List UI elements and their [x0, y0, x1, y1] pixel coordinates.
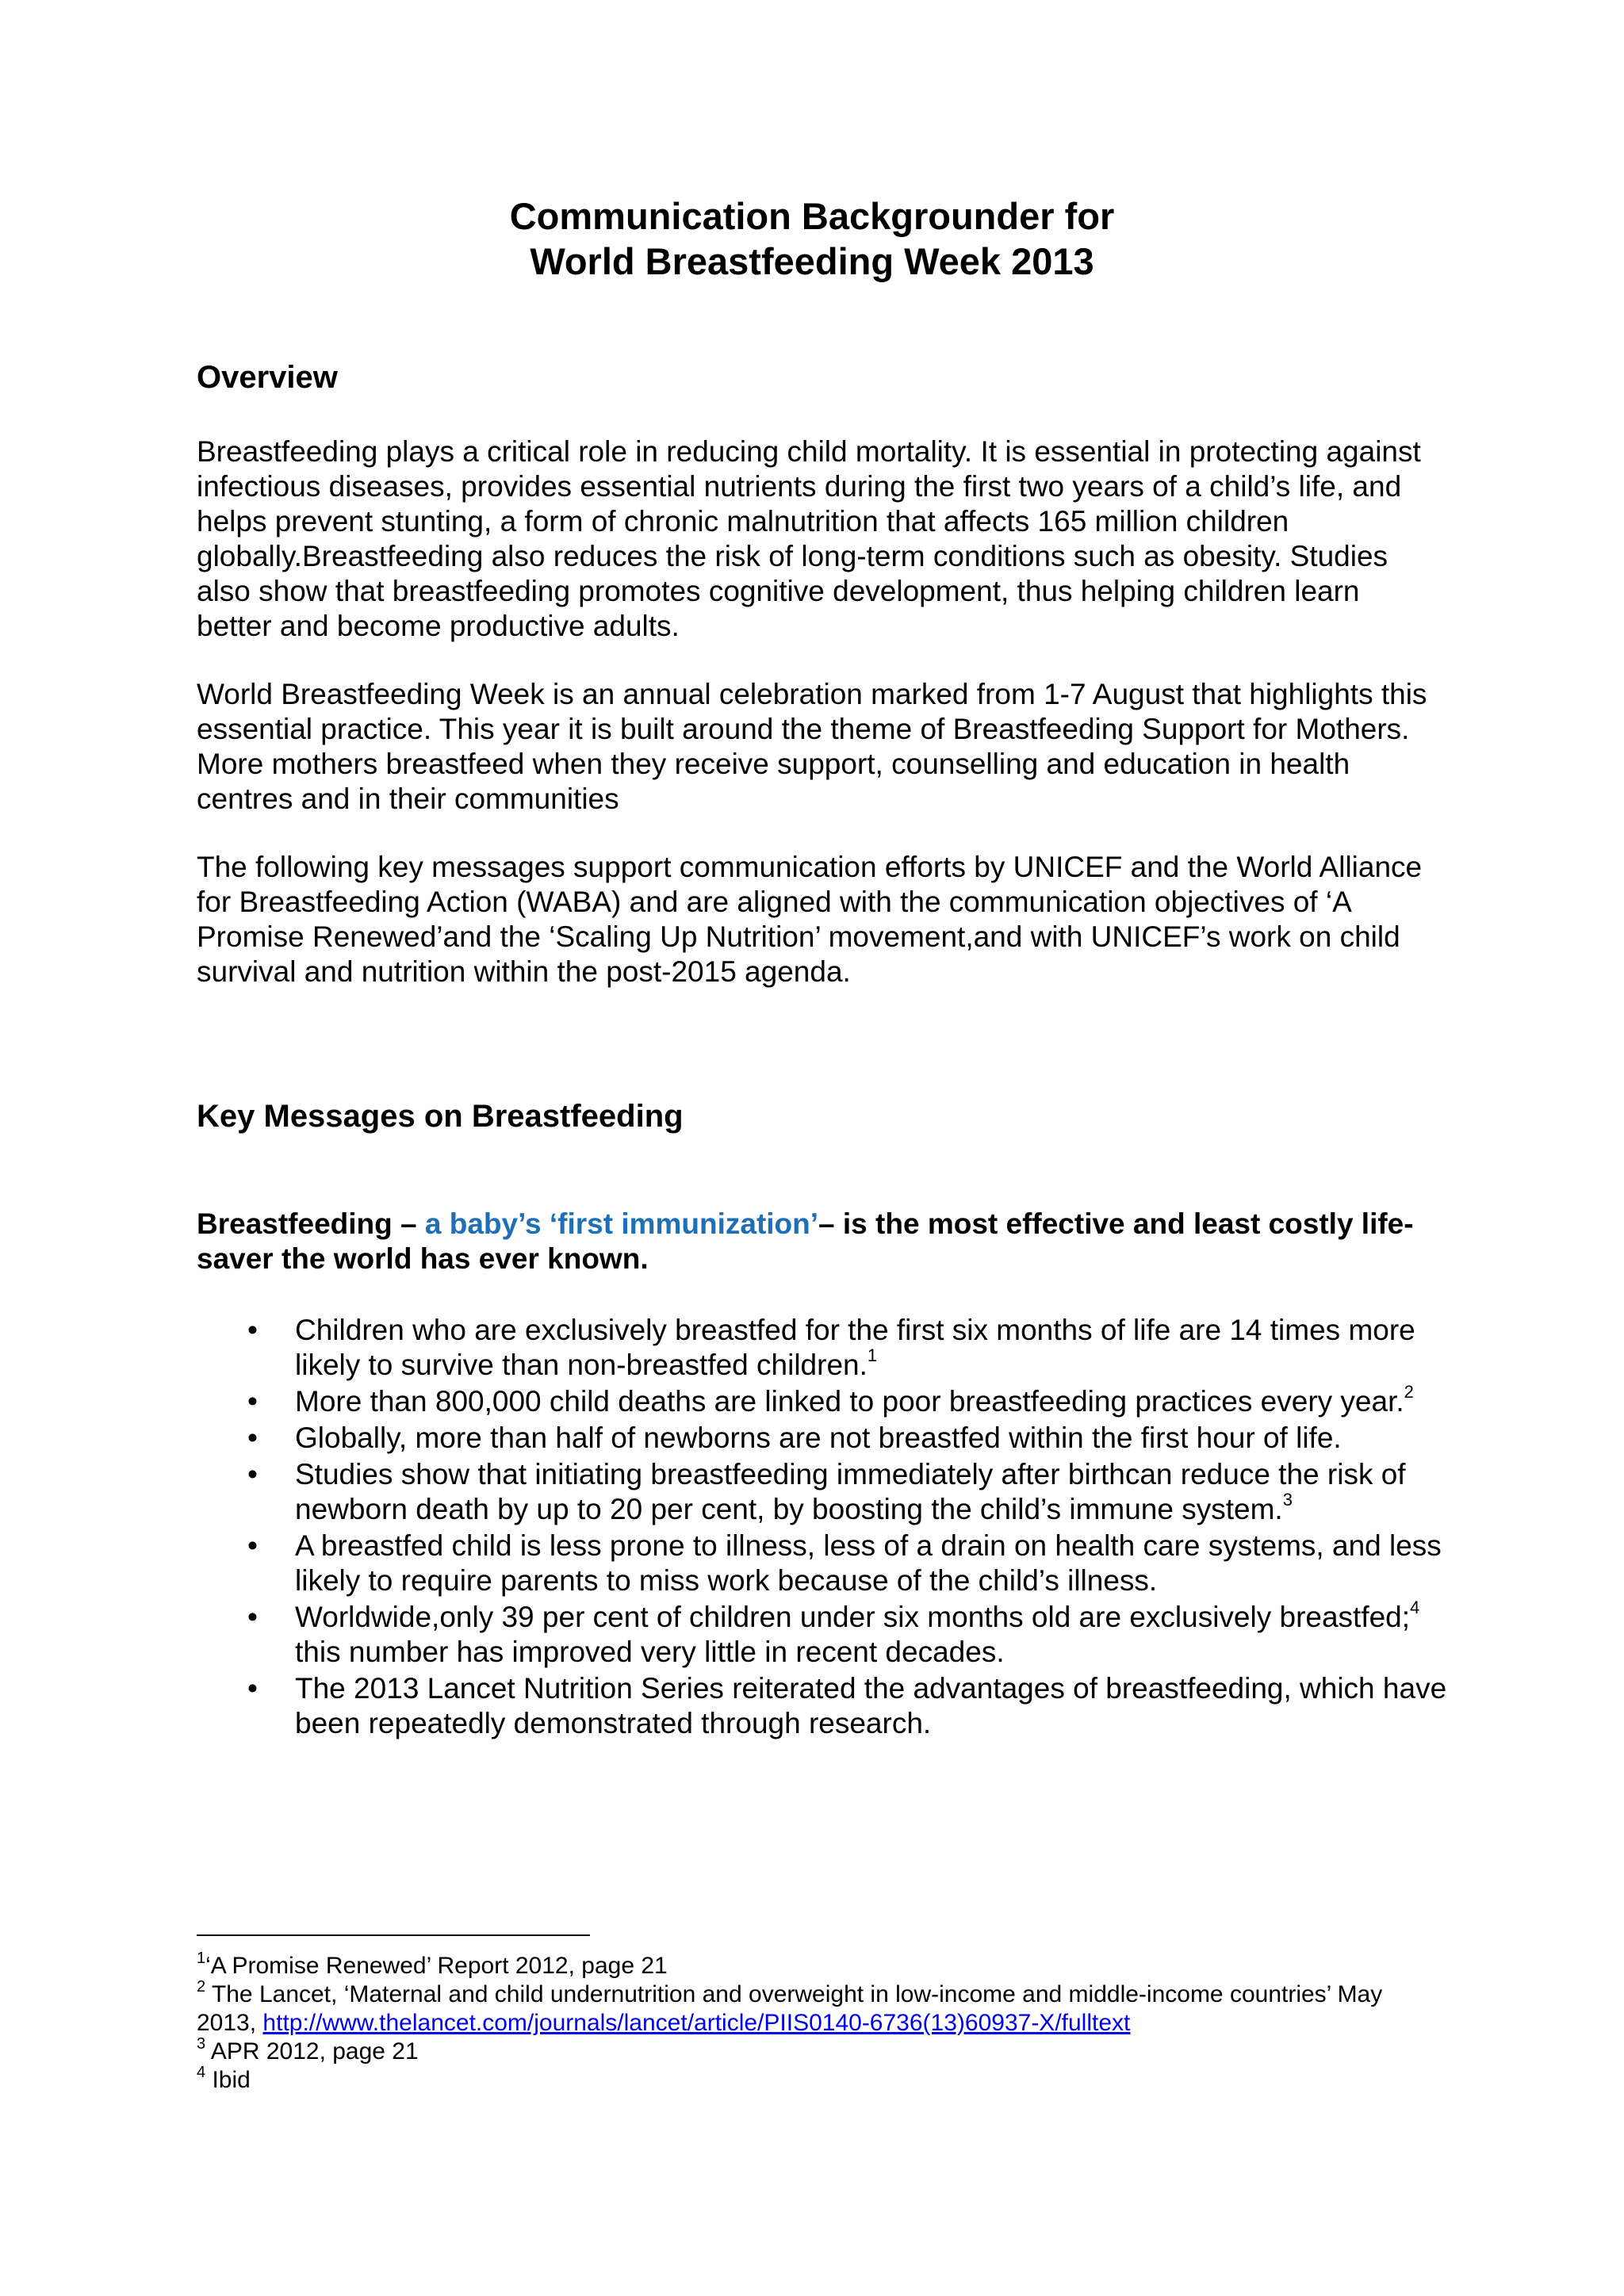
list-item [197, 1671, 1465, 1741]
list-item [197, 1597, 1465, 1670]
list-item [197, 1313, 1465, 1383]
footnote-ref: 3 [1282, 1489, 1293, 1510]
title-line-2: World Breastfeeding Week 2013 [530, 240, 1094, 282]
footnote-ref: 1 [867, 1345, 878, 1365]
list-item-text: The 2013 Lancet Nutrition Series reiterated the advantages of breastfeeding, which have been repeatedly demonstrated through research. [295, 1672, 1447, 1739]
footnote-number: 3 [197, 2035, 206, 2053]
list-item [197, 1421, 1465, 1456]
bullet-glyph: • [247, 1672, 258, 1705]
footnote-text: Ibid [205, 2067, 251, 2093]
list-item [197, 1457, 1465, 1527]
list-item-text: Globally, more than half of newborns are not breastfed within the first hour of life. [295, 1422, 1342, 1454]
bullet-glyph: • [247, 1529, 258, 1562]
footnote-text: APR 2012, page 21 [205, 2038, 419, 2064]
footnote-4 [197, 2066, 1434, 2095]
key-messages-heading: Key Messages on Breastfeeding [197, 1099, 684, 1134]
footnote-number: 4 [197, 2064, 206, 2081]
list-item-text: A breastfed child is less prone to illness, less of a drain on health care systems, and less likely to require parents to miss work because of the child’s illness. [295, 1529, 1442, 1597]
lead-part-2: – is the most effective and least costly life-saver the world has ever known. [197, 1207, 1414, 1275]
lead-part-1: Breastfeeding – [197, 1207, 425, 1240]
footnote-number: 2 [197, 1978, 206, 1996]
bullet-glyph: • [247, 1385, 258, 1418]
overview-paragraph-3: The following key messages support communication efforts by UNICEF and the World Alliance for Breastfeeding Action (WABA) and are aligned with the communication objectives of ‘A Promise Renewed’and the ‘Scaling Up Nutrition’ movement,and with UNICEF’s work on child survival and nutrition within the post-2015 agenda. [197, 851, 1423, 988]
key-messages-list [197, 1313, 1465, 1743]
bullet-glyph: • [247, 1458, 258, 1490]
list-item-text: Children who are exclusively breastfed for the first six months of life are 14 times more likely to survive than non-breastfed children. [295, 1314, 1415, 1381]
overview-paragraph-1: Breastfeeding plays a critical role in reducing child mortality. It is essential in protecting against infectious diseases, provides essential nutrients during the first two years of a child’s life, and helps prevent stunting, a form of chronic malnutrition that affects 165 million children globally.Breastfeeding also reduces the risk of long-term conditions such as obesity. Studies also show that breastfeeding promotes cognitive development, thus helping children learn better and become productive adults. [197, 435, 1421, 642]
list-item-tail: this number has improved very little in recent decades. [295, 1636, 1005, 1668]
bullet-glyph: • [247, 1314, 258, 1346]
bullet-glyph: • [247, 1601, 258, 1633]
key-messages-lead [197, 1207, 1434, 1276]
list-item-text: Worldwide,only 39 per cent of children under six months old are exclusively breastfed; [295, 1601, 1411, 1633]
footnote-ref: 2 [1404, 1381, 1414, 1402]
footnote-ref: 4 [1410, 1597, 1420, 1617]
list-item [197, 1529, 1465, 1598]
footnote-number: 1 [197, 1950, 206, 1967]
footnote-1 [197, 1952, 1434, 1980]
footnote-text: ‘A Promise Renewed’ Report 2012, page 21 [205, 1953, 668, 1979]
footnotes [197, 1952, 1434, 2095]
overview-paragraph-2: World Breastfeeding Week is an annual celebration marked from 1-7 August that highlights this essential practice. This year it is built around the theme of Breastfeeding Support for Mothers. More mothers breastfeed when they receive support, counselling and education in health centres and in their communities [197, 678, 1427, 815]
footnote-separator [197, 1934, 590, 1936]
footnote-link[interactable]: http://www.thelancet.com/journals/lancet/article/PIIS0140-6736(13)60937-X/fulltext [262, 2010, 1131, 2036]
footnote-2 [197, 1980, 1434, 2038]
document-title [0, 193, 1624, 284]
footnote-3 [197, 2035, 1434, 2066]
list-item-text: More than 800,000 child deaths are linked to poor breastfeeding practices every year. [295, 1385, 1404, 1418]
title-line-1: Communication Backgrounder for [509, 195, 1115, 237]
footnote-text: The Lancet, ‘Maternal and child undernutrition and overweight in low-income and middle-income countries’ May 2013, [197, 1981, 1383, 2036]
lead-accent: a baby’s ‘first immunization’ [424, 1207, 819, 1240]
list-item-text: Studies show that initiating breastfeeding immediately after birthcan reduce the risk of newborn death by up to 20 per cent, by boosting the child’s immune system. [295, 1458, 1406, 1525]
bullet-glyph: • [247, 1422, 258, 1454]
list-item [197, 1381, 1465, 1419]
overview-heading: Overview [197, 360, 338, 395]
